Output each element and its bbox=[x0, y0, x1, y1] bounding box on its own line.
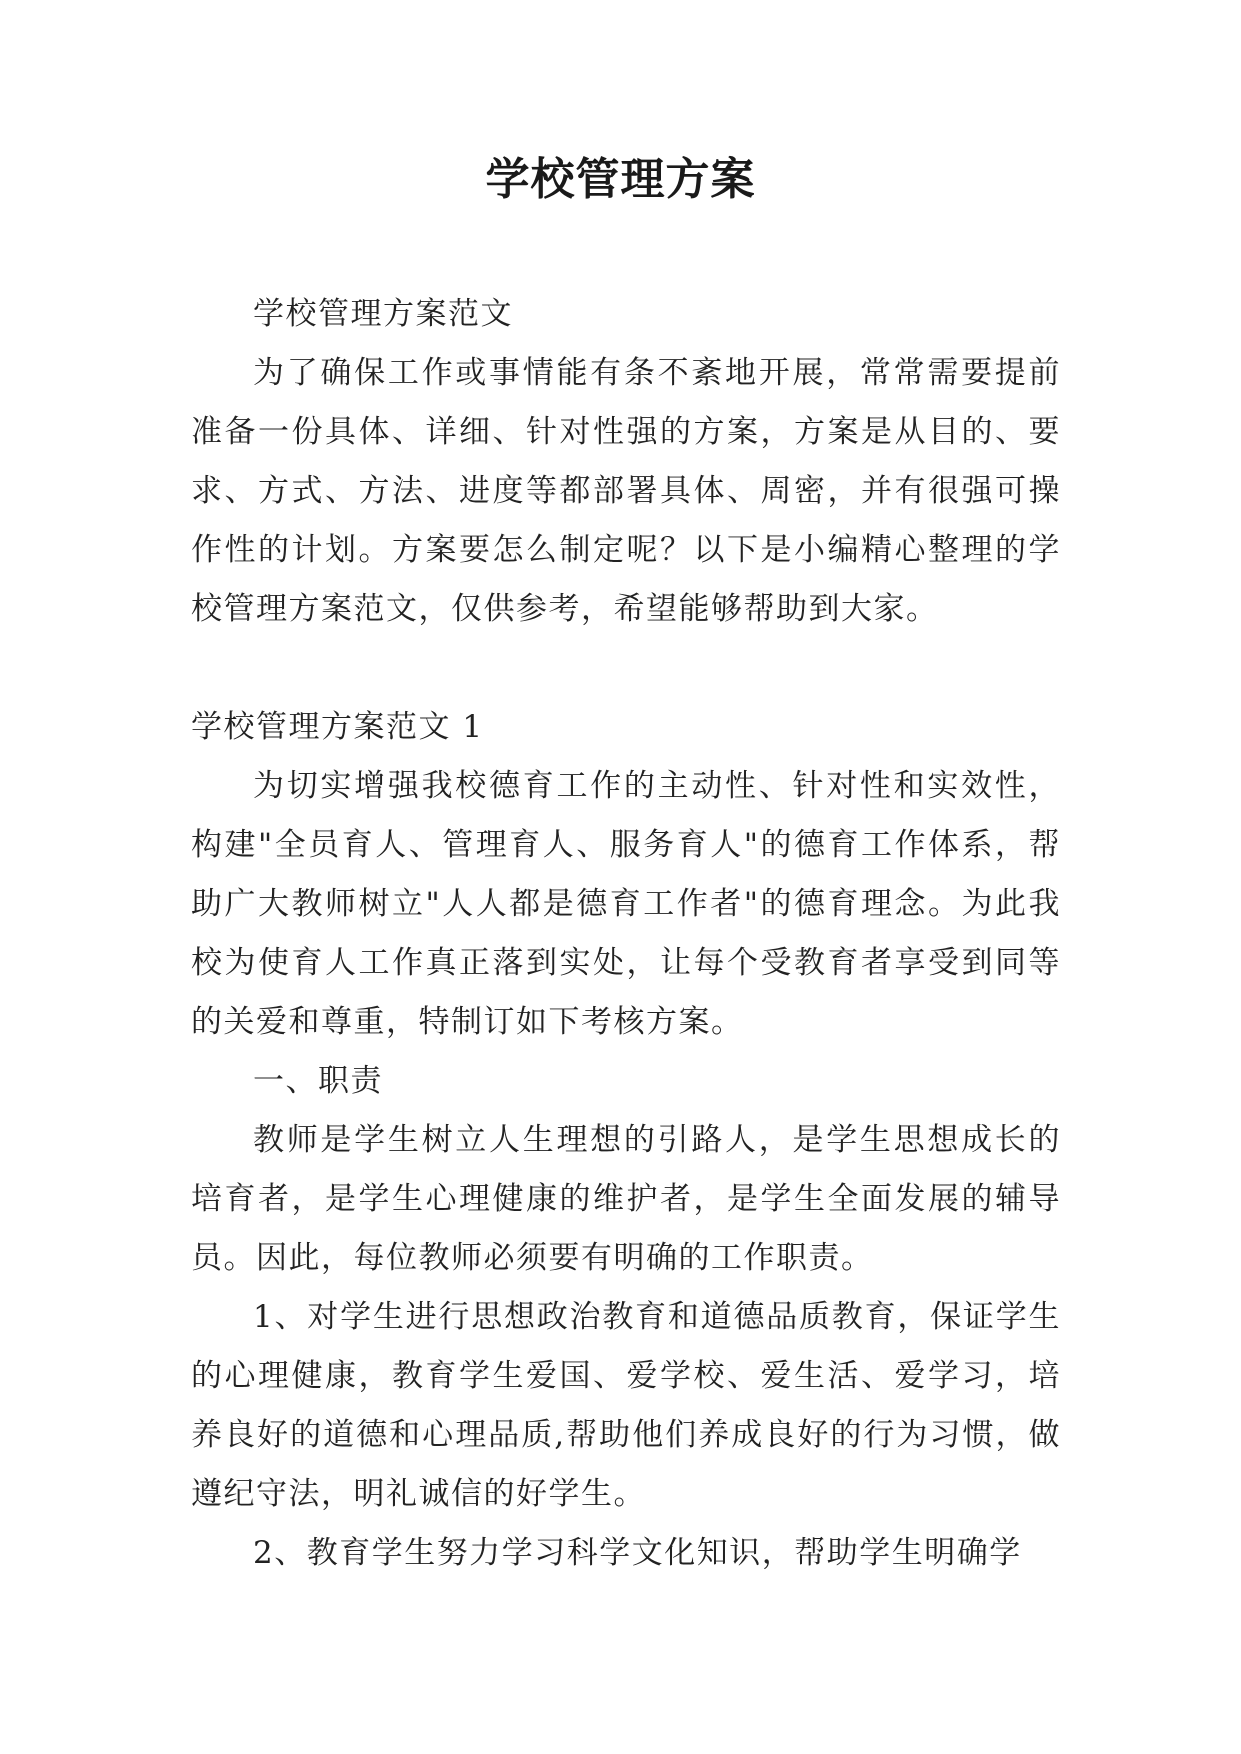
document-title: 学校管理方案 bbox=[485, 154, 756, 205]
duty-item-2: 2、教育学生努力学习科学文化知识，帮助学生明确学 bbox=[253, 1535, 1022, 1571]
section-heading: 学校管理方案范文 1 bbox=[191, 709, 484, 745]
document-body bbox=[191, 285, 1061, 1583]
duty-paragraph: 教师是学生树立人生理想的引路人，是学生思想成长的培育者，是学生心理健康的维护者，是学生全面发展的辅导员。因此，每位教师必须要有明确的工作职责。 bbox=[191, 1122, 1061, 1276]
duty-heading: 一、职责 bbox=[253, 1063, 383, 1099]
section-paragraph: 为切实增强我校德育工作的主动性、针对性和实效性，构建"全员育人、管理育人、服务育人"的德育工作体系，帮助广大教师树立"人人都是德育工作者"的德育理念。为此我校为使育人工作真正落到实处，让每个受教育者享受到同等的关爱和尊重，特制订如下考核方案。 bbox=[191, 768, 1061, 1040]
paragraph-gap bbox=[191, 639, 1061, 698]
intro-paragraph: 为了确保工作或事情能有条不紊地开展，常常需要提前准备一份具体、详细、针对性强的方案，方案是从目的、要求、方式、方法、进度等都部署具体、周密，并有很强可操作性的计划。方案要怎么制定呢？以下是小编精心整理的学校管理方案范文，仅供参考，希望能够帮助到大家。 bbox=[191, 355, 1061, 627]
duty-item-1: 1、对学生进行思想政治教育和道德品质教育，保证学生的心理健康，教育学生爱国、爱学校、爱生活、爱学习，培养良好的道德和心理品质,帮助他们养成良好的行为习惯，做遵纪守法，明礼诚信的好学生。 bbox=[191, 1299, 1061, 1512]
document-subtitle: 学校管理方案范文 bbox=[253, 296, 513, 332]
